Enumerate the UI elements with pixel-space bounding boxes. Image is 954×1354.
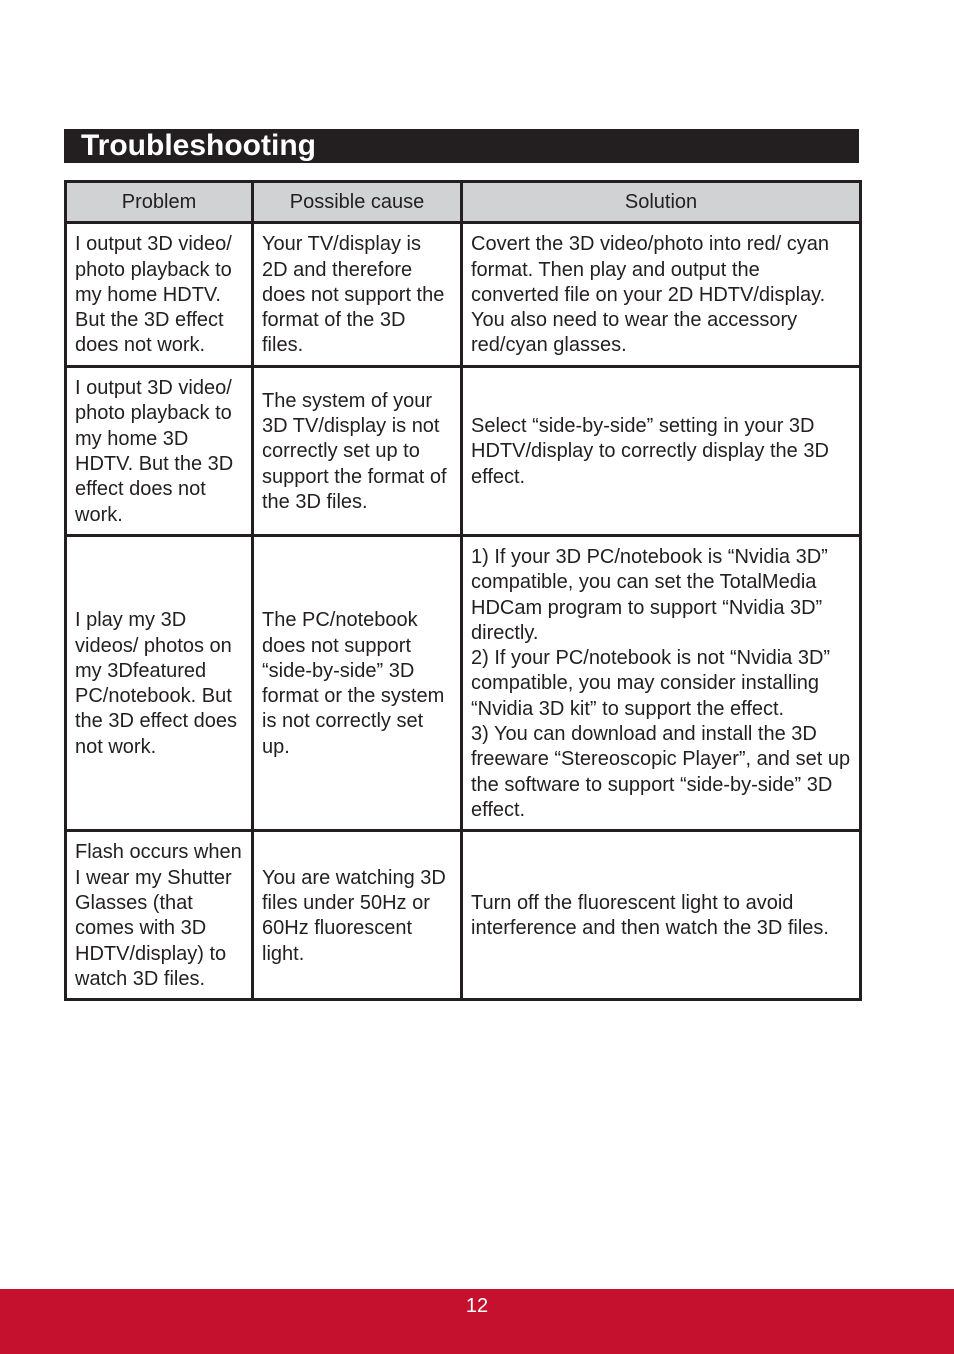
problem-cell: I output 3D video/ photo playback to my home 3D HDTV. But the 3D effect does not work. <box>66 367 253 536</box>
column-header-problem: Problem <box>66 182 253 223</box>
table-row <box>66 367 861 536</box>
problem-cell: I output 3D video/ photo playback to my home HDTV. But the 3D effect does not work. <box>66 223 253 367</box>
table-header-row <box>66 182 861 223</box>
page-number: 12 <box>465 1295 489 1317</box>
solution-cell: Select “side-by-side” setting in your 3D HDTV/display to correctly display the 3D effect. <box>462 367 861 536</box>
page-title: Troubleshooting <box>64 129 859 163</box>
solution-cell: Covert the 3D video/photo into red/ cyan format. Then play and output the converted file on your 2D HDTV/display. You also need to wear the accessory red/cyan glasses. <box>462 223 861 367</box>
cause-cell: The PC/notebook does not support “side-by-side” 3D format or the system is not correctly set up. <box>253 536 462 831</box>
column-header-solution: Solution <box>462 182 861 223</box>
solution-cell: Turn off the fluorescent light to avoid interference and then watch the 3D files. <box>462 831 861 1000</box>
table-row <box>66 223 861 367</box>
page-footer <box>0 1289 954 1354</box>
problem-cell: I play my 3D videos/ photos on my 3Dfeatured PC/notebook. But the 3D effect does not work. <box>66 536 253 831</box>
solution-cell: 1) If your 3D PC/notebook is “Nvidia 3D” compatible, you can set the TotalMedia HDCam program to support “Nvidia 3D” directly. 2) If your PC/notebook is not “Nvidia 3D” compatible, you may consider installing “Nvidia 3D kit” to support the effect. 3) You can download and install the 3D freeware “Stereoscopic Player”, and set up the software to support “side-by-side” 3D effect. <box>462 536 861 831</box>
table-row <box>66 831 861 1000</box>
table-row <box>66 536 861 831</box>
cause-cell: The system of your 3D TV/display is not correctly set up to support the format of the 3D files. <box>253 367 462 536</box>
cause-cell: Your TV/display is 2D and therefore does not support the format of the 3D files. <box>253 223 462 367</box>
problem-cell: Flash occurs when I wear my Shutter Glasses (that comes with 3D HDTV/display) to watch 3D files. <box>66 831 253 1000</box>
column-header-cause: Possible cause <box>253 182 462 223</box>
troubleshooting-table <box>64 180 862 1001</box>
cause-cell: You are watching 3D files under 50Hz or 60Hz fluorescent light. <box>253 831 462 1000</box>
